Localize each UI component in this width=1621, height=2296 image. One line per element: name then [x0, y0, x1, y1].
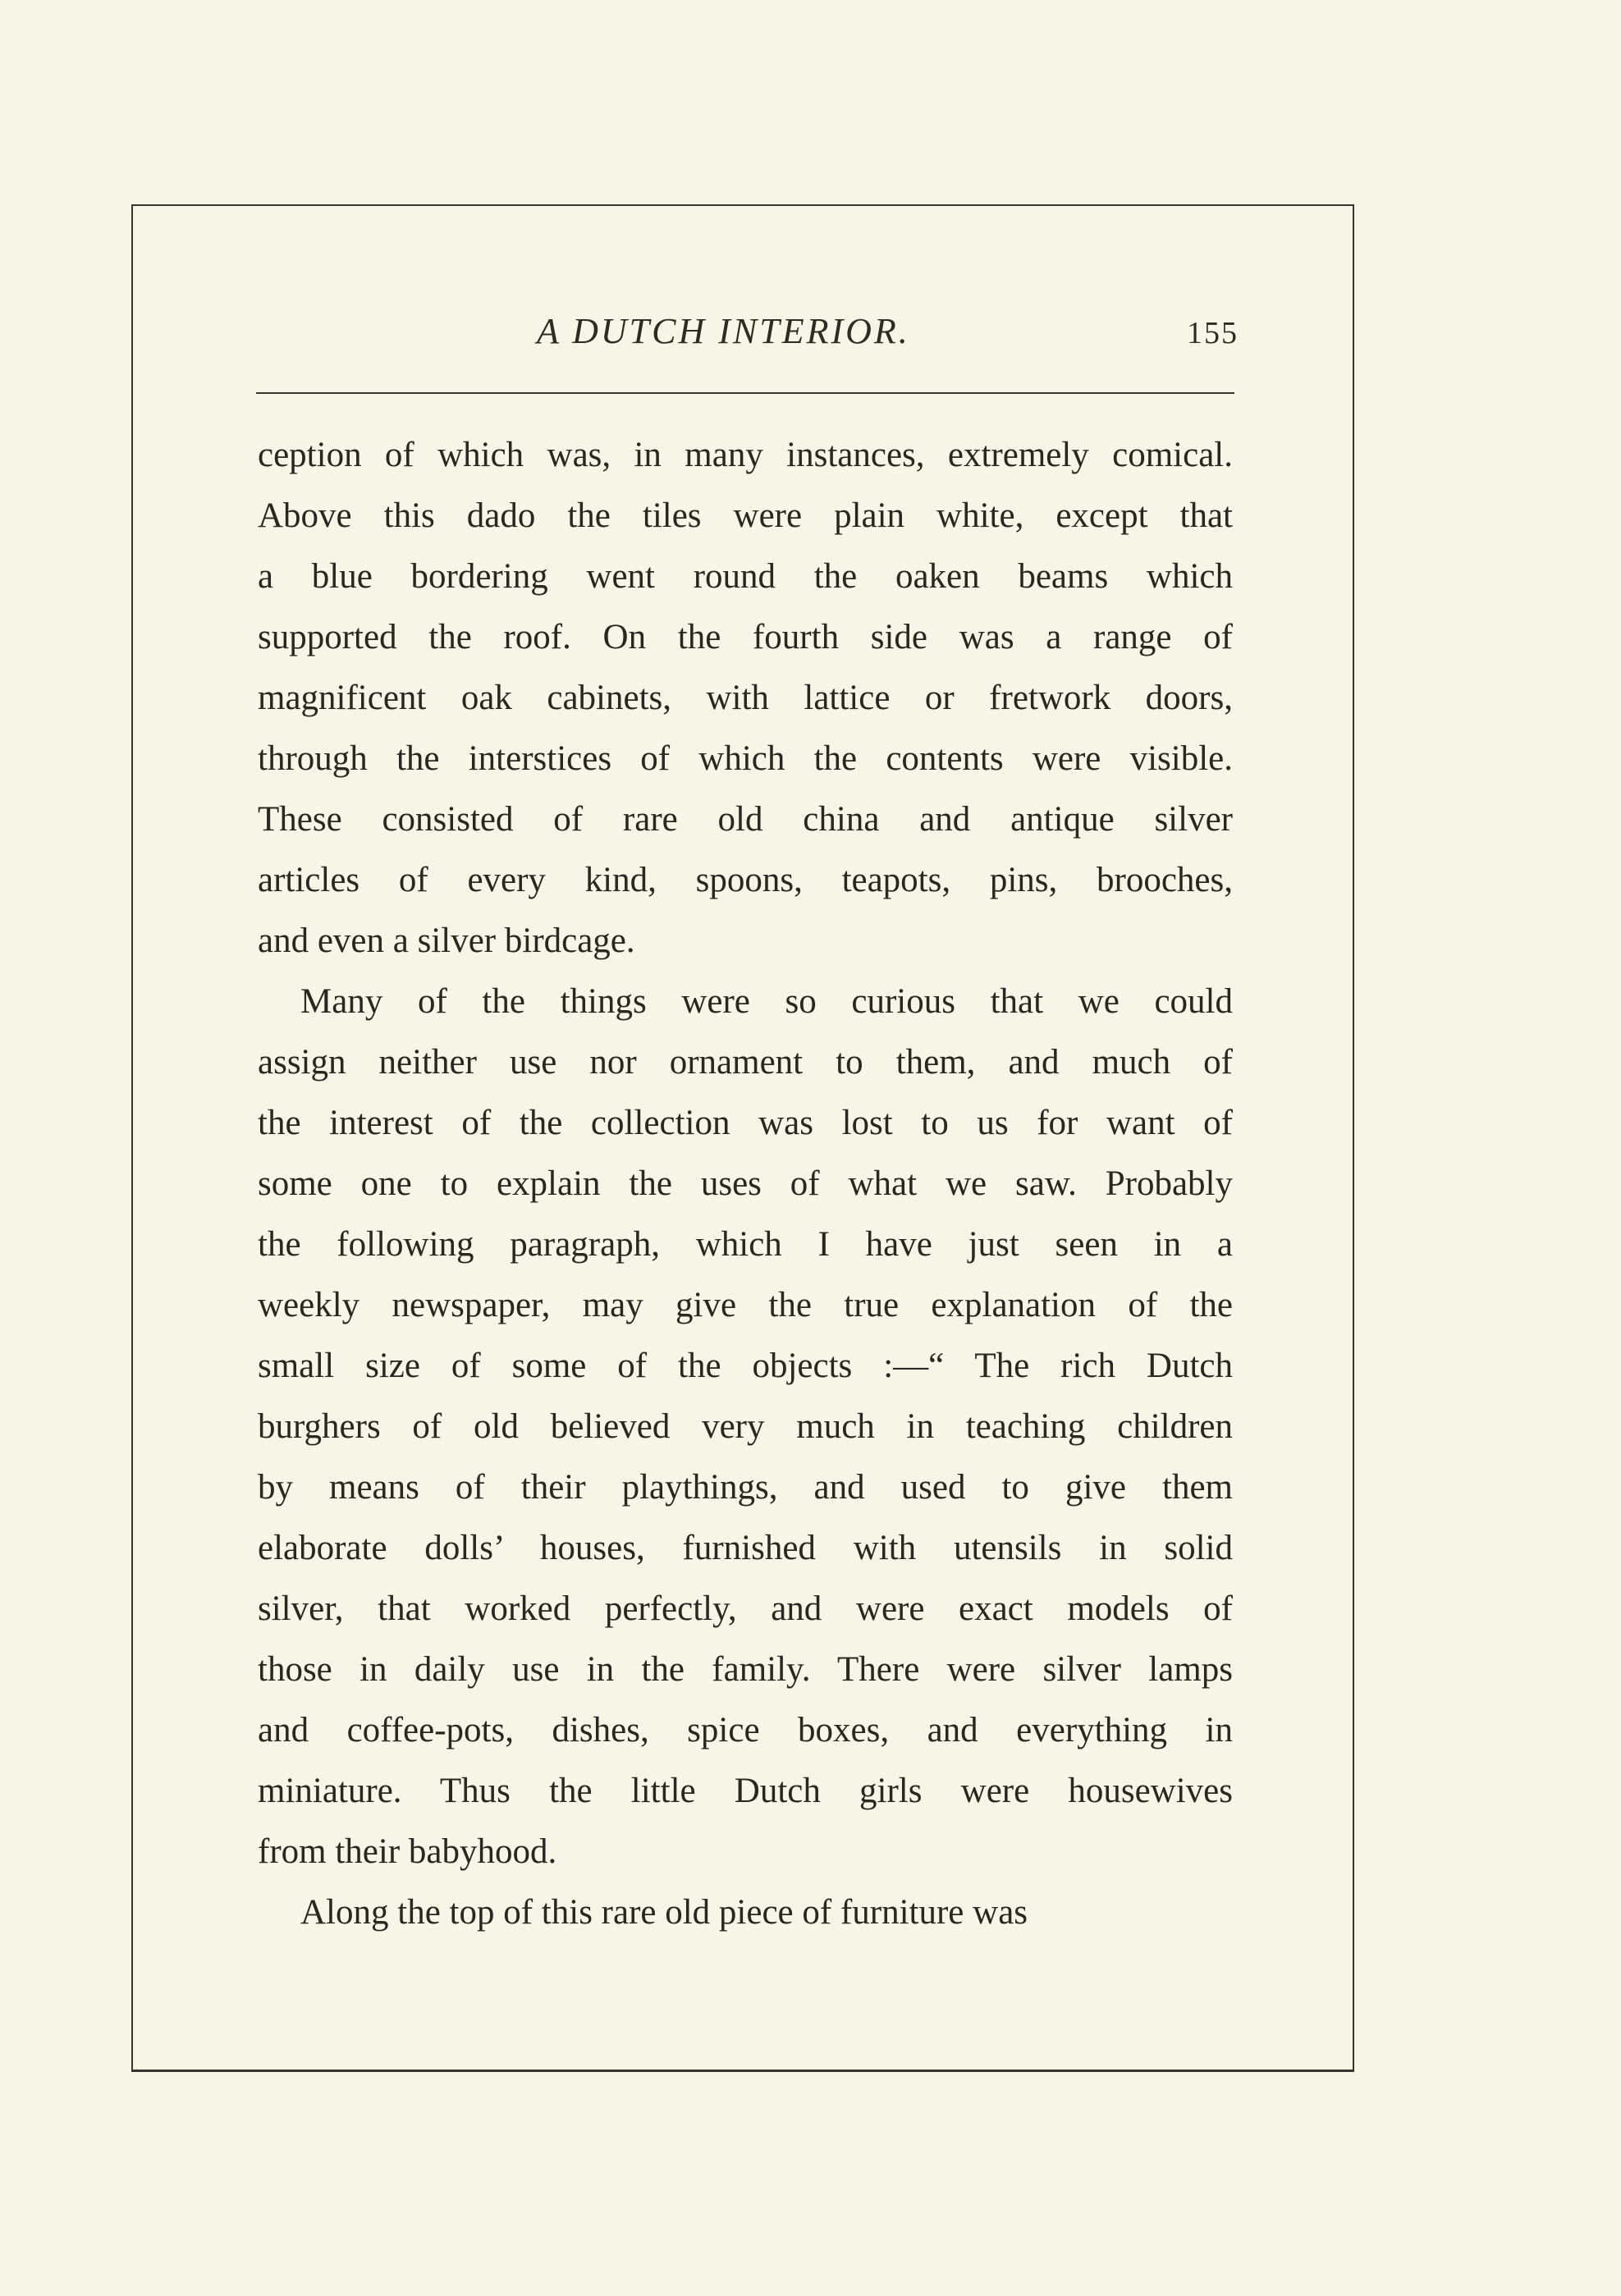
text-line: articles of every kind, spoons, teapots, pins, brooches, — [258, 861, 1233, 899]
text-line: from their babyhood. — [258, 1832, 557, 1871]
text-line: through the interstices of which the contents were visible. — [258, 739, 1233, 778]
page-number: 155 — [1187, 316, 1239, 350]
text-line: Along the top of this rare old piece of furniture was — [300, 1893, 1028, 1932]
text-line: those in daily use in the family. There were silver lamps — [258, 1650, 1233, 1689]
text-line: magnificent oak cabinets, with lattice or fretwork doors, — [258, 679, 1233, 717]
text-line: Above this dado the tiles were plain white, except that — [258, 496, 1233, 535]
text-line: some one to explain the uses of what we saw. Probably — [258, 1164, 1233, 1203]
text-line: silver, that worked perfectly, and were exact models of — [258, 1589, 1233, 1628]
text-line: burghers of old believed very much in teaching children — [258, 1407, 1233, 1446]
frame-left-rule — [131, 204, 133, 2071]
running-header — [254, 304, 1239, 369]
body-text — [258, 425, 1233, 1943]
text-line: weekly newspaper, may give the true explanation of the — [258, 1286, 1233, 1324]
text-line: Many of the things were so curious that we could — [300, 982, 1233, 1021]
running-title: A DUTCH INTERIOR. — [537, 311, 910, 351]
text-line: supported the roof. On the fourth side was a range of — [258, 618, 1233, 656]
text-line: elaborate dolls’ houses, furnished with utensils in solid — [258, 1529, 1233, 1567]
text-line: small size of some of the objects :—“ The rich Dutch — [258, 1347, 1233, 1385]
text-line: a blue bordering went round the oaken beams which — [258, 557, 1233, 596]
text-line: and even a silver birdcage. — [258, 922, 635, 960]
text-line: the interest of the collection was lost to us for want of — [258, 1104, 1233, 1142]
text-line: by means of their playthings, and used to give them — [258, 1468, 1233, 1507]
text-line: These consisted of rare old china and antique silver — [258, 800, 1233, 839]
frame-right-rule — [1353, 204, 1354, 2071]
frame-bottom-rule — [131, 2070, 1354, 2072]
text-line: assign neither use nor ornament to them, and much of — [258, 1043, 1233, 1082]
text-line: the following paragraph, which I have just seen in a — [258, 1225, 1233, 1264]
header-rule — [256, 392, 1234, 394]
text-line: miniature. Thus the little Dutch girls were housewives — [258, 1772, 1233, 1810]
text-line: and coffee-pots, dishes, spice boxes, and everything in — [258, 1711, 1233, 1749]
text-line: ception of which was, in many instances, extremely comical. — [258, 436, 1233, 474]
frame-top-rule — [131, 204, 1354, 206]
